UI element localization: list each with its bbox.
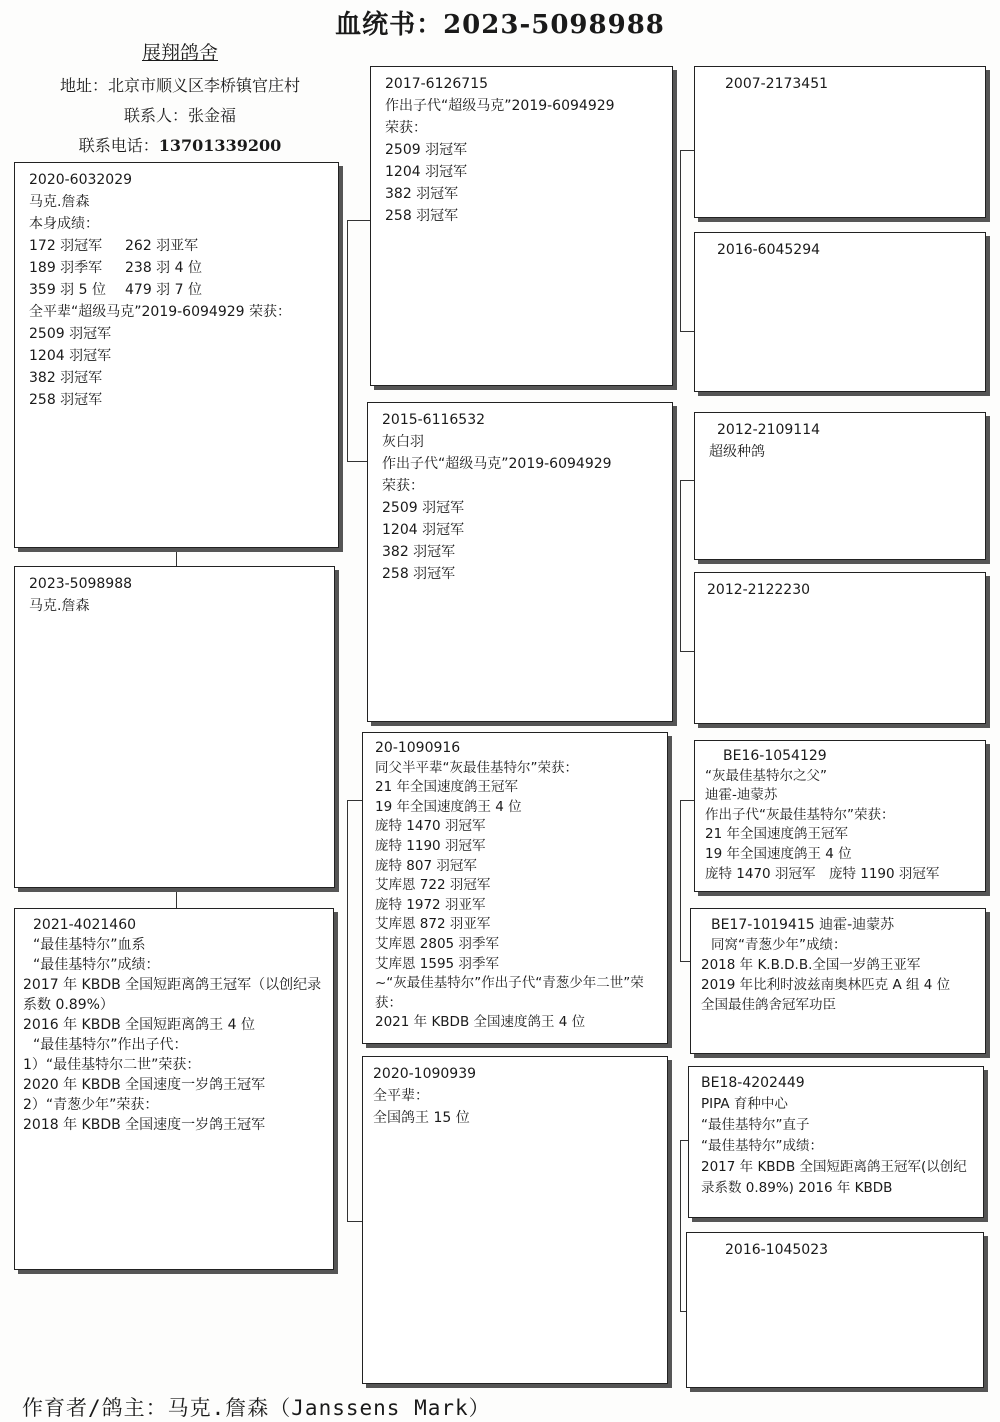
ds-card	[362, 732, 668, 1044]
ds-line: 19 年全国速度鸽王 4 位	[375, 798, 522, 815]
dss-card	[694, 740, 986, 892]
loft-contact: 联系人：张金福	[123, 106, 236, 125]
sd-line: 1204 羽冠军	[382, 522, 465, 538]
dds-ring: BE18-4202449	[701, 1075, 805, 1091]
dam-card	[14, 908, 334, 1270]
connector-ss-branch	[680, 150, 695, 332]
dsd-line: 全国最佳鸽舍冠军功臣	[701, 997, 836, 1013]
result: 262 羽亚军	[125, 238, 199, 254]
ds-line: 庞特 1190 羽冠军	[375, 837, 486, 854]
ds-line: 庞特 807 羽冠军	[375, 857, 477, 874]
ds-line: 庞特 1972 羽亚军	[375, 896, 486, 913]
sibling-result: 1204 羽冠军	[29, 348, 112, 364]
ddd-ring: 2016-1045023	[725, 1242, 829, 1258]
dss-ring: BE16-1054129	[723, 748, 827, 764]
dam-line: 2018 年 KBDB 全国速度一岁鸽王冠军	[23, 1117, 266, 1133]
sire-result-row	[29, 279, 330, 301]
ss-line: 作出子代“超级马克”2019-6094929	[385, 98, 615, 114]
sdd-card	[694, 572, 986, 724]
result: 479 羽 7 位	[125, 282, 202, 298]
ss-line: 2509 羽冠军	[385, 142, 468, 158]
dds-card	[688, 1066, 984, 1218]
sss-card	[694, 66, 986, 218]
connector-dam-branch	[347, 800, 362, 1222]
dds-line: 2017 年 KBDB 全国短距离鸽王冠军(以创纪录系数 0.89%) 2016 年 KBDB	[701, 1159, 967, 1196]
ss-line: 258 羽冠军	[385, 208, 459, 224]
sdd-ring: 2012-2122230	[707, 582, 811, 598]
dss-line: 19 年全国速度鸽王 4 位	[705, 845, 852, 862]
dd-line: 全平辈：	[373, 1088, 429, 1104]
result: 172 羽冠军	[29, 238, 103, 254]
connector-gen1	[176, 548, 177, 566]
result: 238 羽 4 位	[125, 260, 202, 276]
ds-line: 艾库恩 1595 羽季军	[375, 955, 499, 972]
dam-ring: 2021-4021460	[33, 917, 137, 933]
ds-line: 21 年全国速度鸽王冠军	[375, 779, 518, 796]
sire-card	[14, 162, 339, 548]
breeder-owner: 作育者/鸽主：马克.詹森（Janssens Mark）	[22, 1396, 491, 1420]
ss-ring: 2017-6126715	[385, 76, 489, 92]
dds-line: PIPA 育种中心	[701, 1096, 788, 1112]
dss-line: 21 年全国速度鸽王冠军	[705, 826, 848, 843]
dss-line: 庞特 1470 羽冠军 庞特 1190 羽冠军	[705, 865, 940, 882]
ddd-card	[686, 1232, 984, 1388]
dss-line: 作出子代“灰最佳基特尔”荣获：	[705, 806, 895, 823]
dam-line: 2）“青葱少年”荣获：	[23, 1097, 159, 1113]
sibling-result: 258 羽冠军	[29, 392, 103, 408]
loft-phone	[20, 131, 340, 161]
dam-line: “最佳基特尔”作出子代：	[33, 1037, 188, 1053]
connector-gen1-dam	[176, 888, 177, 908]
sds-ring: 2012-2109114	[717, 422, 821, 438]
sire-ring: 2020-6032029	[29, 172, 133, 188]
dsd-ring: BE17-1019415 迪霍-迪蒙苏	[711, 917, 895, 933]
sd-card	[367, 402, 673, 722]
dam-line: “最佳基特尔”血系	[33, 937, 146, 953]
dam-line: “最佳基特尔”成绩：	[33, 957, 160, 973]
sss-ring: 2007-2173451	[725, 76, 829, 92]
dsd-line: 2019 年比利时波兹南奥林匹克 A 组 4 位	[701, 977, 951, 993]
dsd-card	[690, 908, 986, 1054]
dam-line: 2020 年 KBDB 全国速度一岁鸽王冠军	[23, 1077, 266, 1093]
subject-ring: 2023-5098988	[29, 576, 133, 592]
dam-line: 2016 年 KBDB 全国短距离鸽王 4 位	[23, 1017, 255, 1033]
ssd-ring: 2016-6045294	[717, 242, 821, 258]
connector-sd-branch	[680, 480, 695, 652]
result: 189 羽季军	[29, 260, 103, 276]
sire-sibling-line: 全平辈“超级马克”2019-6094929 荣获：	[29, 304, 291, 320]
loft-info	[20, 38, 340, 161]
phone-number: 13701339200	[158, 136, 282, 155]
dsd-line: 2018 年 K.B.D.B.全国一岁鸽王亚军	[701, 957, 921, 973]
sd-line: 258 羽冠军	[382, 566, 456, 582]
sd-line: 382 羽冠军	[382, 544, 456, 560]
ss-line: 382 羽冠军	[385, 186, 459, 202]
dam-line: 2017 年 KBDB 全国短距离鸽王冠军（以创纪录系数 0.89%）	[23, 977, 322, 1013]
ss-line: 荣获：	[385, 120, 427, 136]
result: 359 羽 5 位	[29, 282, 106, 298]
ds-line: ~“灰最佳基特尔”作出子代“青葱少年二世”荣获：	[375, 975, 644, 1011]
sire-results-label: 本身成绩：	[29, 216, 99, 232]
ds-ring: 20-1090916	[375, 740, 461, 756]
sibling-result: 382 羽冠军	[29, 370, 103, 386]
subject-card	[14, 566, 335, 888]
sds-card	[694, 412, 986, 560]
ss-card	[370, 66, 673, 386]
ss-line: 1204 羽冠军	[385, 164, 468, 180]
sds-line: 超级种鸽	[709, 444, 765, 460]
loft-address: 地址：北京市顺义区李桥镇官庄村	[59, 76, 300, 95]
dds-line: “最佳基特尔”直子	[701, 1117, 810, 1133]
sd-line: 灰白羽	[382, 434, 424, 450]
sd-line: 2509 羽冠军	[382, 500, 465, 516]
ds-line: 同父半平辈“灰最佳基特尔”荣获：	[375, 759, 578, 776]
phone-label: 联系电话：	[78, 136, 159, 155]
ds-line: 庞特 1470 羽冠军	[375, 818, 486, 835]
dd-card	[362, 1056, 668, 1384]
dam-line: 1）“最佳基特尔二世”荣获：	[23, 1057, 201, 1073]
ssd-card	[694, 232, 986, 392]
dds-line: “最佳基特尔”成绩：	[701, 1138, 823, 1154]
ds-line: 艾库恩 722 羽冠军	[375, 877, 491, 894]
pedigree-title: 血统书：2023-5098988	[335, 10, 665, 40]
sire-result-row	[29, 235, 330, 257]
dss-line: 迪霍-迪蒙苏	[705, 787, 778, 804]
sd-line: 作出子代“超级马克”2019-6094929	[382, 456, 612, 472]
sire-name: 马克.詹森	[29, 194, 90, 210]
ds-line: 2021 年 KBDB 全国速度鸽王 4 位	[375, 1014, 586, 1031]
ds-line: 艾库恩 872 羽亚军	[375, 916, 491, 933]
dd-line: 全国鸽王 15 位	[373, 1110, 470, 1126]
dss-line: “灰最佳基特尔之父”	[705, 767, 827, 784]
sire-result-row	[29, 257, 330, 279]
dd-ring: 2020-1090939	[373, 1066, 477, 1082]
dsd-line: 同窝“青葱少年”成绩：	[711, 937, 847, 953]
loft-name: 展翔鸽舍	[141, 42, 218, 64]
ds-line: 艾库恩 2805 羽季军	[375, 935, 499, 952]
sibling-result: 2509 羽冠军	[29, 326, 112, 342]
subject-name: 马克.詹森	[29, 598, 90, 614]
sd-ring: 2015-6116532	[382, 412, 486, 428]
sd-line: 荣获：	[382, 478, 424, 494]
